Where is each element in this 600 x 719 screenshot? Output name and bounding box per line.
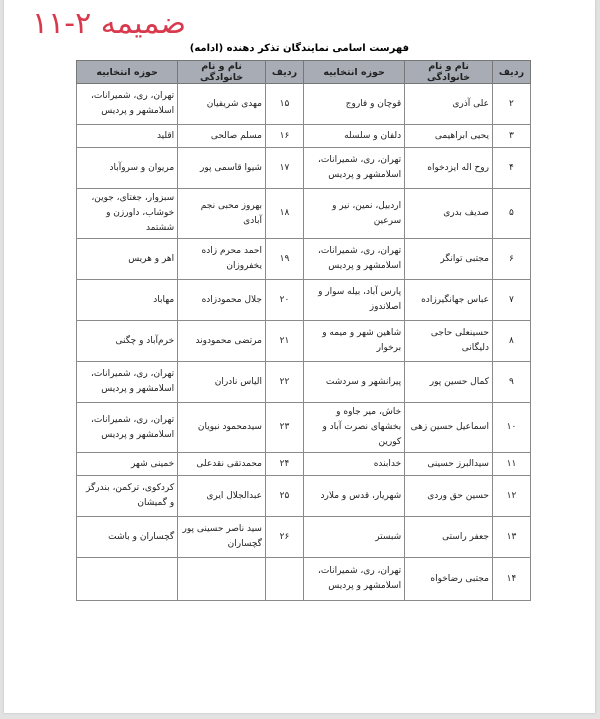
representative-name: مجتبی توانگر	[405, 239, 493, 280]
electoral-district: خرم‌آباد و چگنی	[77, 321, 178, 362]
electoral-district: شاهین شهر و میمه و برخوار	[304, 321, 405, 362]
representative-name: صدیف بدری	[405, 189, 493, 239]
representative-name: حسین حق وردی	[405, 476, 493, 517]
row-number: ۲۳	[265, 403, 303, 453]
electoral-district: اقلید	[77, 125, 178, 148]
electoral-district: تهران، ری، شمیرانات، اسلامشهر و پردیس	[304, 148, 405, 189]
table-row	[77, 84, 531, 125]
col-header-district: حوزه انتخابیه	[304, 61, 405, 84]
electoral-district: دلفان و سلسله	[304, 125, 405, 148]
row-number: ۱۲	[492, 476, 530, 517]
representative-name: حسینعلی حاجی دلیگانی	[405, 321, 493, 362]
row-number: ۸	[492, 321, 530, 362]
representative-name: مرتضی محمودوند	[178, 321, 266, 362]
col-header-name-2: نام و نام خانوادگی	[178, 61, 266, 84]
row-number: ۱۰	[492, 403, 530, 453]
document-page	[4, 0, 595, 713]
electoral-district: تهران، ری، شمیرانات، اسلامشهر و پردیس	[77, 84, 178, 125]
row-number: ۲۰	[265, 280, 303, 321]
annex-title: ضمیمه ۲-۱۱	[32, 6, 187, 41]
table-row	[77, 362, 531, 403]
col-header-district-2: حوزه انتخابیه	[77, 61, 178, 84]
row-number: ۱۹	[265, 239, 303, 280]
representative-name: شیوا قاسمی پور	[178, 148, 266, 189]
row-number: ۱۵	[265, 84, 303, 125]
electoral-district: اردبیل، نمین، نیر و سرعین	[304, 189, 405, 239]
table-row	[77, 125, 531, 148]
representative-name: سیدمحمود نبویان	[178, 403, 266, 453]
electoral-district: مهاباد	[77, 280, 178, 321]
electoral-district: تهران، ری، شمیرانات، اسلامشهر و پردیس	[77, 362, 178, 403]
representative-name: روح اله ایزدخواه	[405, 148, 493, 189]
representative-name: جعفر راستی	[405, 517, 493, 558]
table-row	[77, 558, 531, 601]
row-number: ۱۶	[265, 125, 303, 148]
representative-name: کمال حسین پور	[405, 362, 493, 403]
col-header-name: نام و نام خانوادگی	[405, 61, 493, 84]
electoral-district: تهران، ری، شمیرانات، اسلامشهر و پردیس	[304, 558, 405, 601]
table-subtitle: فهرست اسامی نمایندگان تذکر دهنده (ادامه)	[189, 43, 409, 54]
representative-name: عباس جهانگیرزاده	[405, 280, 493, 321]
table-row	[77, 476, 531, 517]
representative-name: یحیی ابراهیمی	[405, 125, 493, 148]
table-row	[77, 280, 531, 321]
table-row	[77, 403, 531, 453]
electoral-district: تهران، ری، شمیرانات، اسلامشهر و پردیس	[304, 239, 405, 280]
electoral-district: پارس آباد، بیله سوار و اصلاندوز	[304, 280, 405, 321]
electoral-district: شهریار، قدس و ملارد	[304, 476, 405, 517]
electoral-district: کردکوی، ترکمن، بندرگز و گمیشان	[77, 476, 178, 517]
row-number: ۱۷	[265, 148, 303, 189]
row-number: ۵	[492, 189, 530, 239]
row-number: ۲۵	[265, 476, 303, 517]
representative-name: بهروز محبی نجم آبادی	[178, 189, 266, 239]
representative-name: محمدتقی نقدعلی	[178, 453, 266, 476]
electoral-district: تهران، ری، شمیرانات، اسلامشهر و پردیس	[77, 403, 178, 453]
representative-name: مهدی شریفیان	[178, 84, 266, 125]
table-row	[77, 453, 531, 476]
row-number: ۳	[492, 125, 530, 148]
representative-name: سیدالبرز حسینی	[405, 453, 493, 476]
row-number: ۴	[492, 148, 530, 189]
row-number	[265, 558, 303, 601]
electoral-district	[77, 558, 178, 601]
row-number: ۱۳	[492, 517, 530, 558]
row-number: ۲۴	[265, 453, 303, 476]
representative-name: جلال محمودزاده	[178, 280, 266, 321]
row-number: ۱۱	[492, 453, 530, 476]
electoral-district: شبستر	[304, 517, 405, 558]
electoral-district: سبزوار، جغتای، جوین، خوشاب، داورزن و ششتمد	[77, 189, 178, 239]
representative-name: علی آذری	[405, 84, 493, 125]
table-row	[77, 148, 531, 189]
electoral-district: اهر و هریس	[77, 239, 178, 280]
electoral-district: خدابنده	[304, 453, 405, 476]
representative-name	[178, 558, 266, 601]
electoral-district: پیرانشهر و سردشت	[304, 362, 405, 403]
table-row	[77, 517, 531, 558]
row-number: ۱۸	[265, 189, 303, 239]
electoral-district: گچساران و باشت	[77, 517, 178, 558]
col-header-row-num: ردیف	[492, 61, 530, 84]
representative-name: احمد محرم زاده یخفروزان	[178, 239, 266, 280]
row-number: ۲	[492, 84, 530, 125]
row-number: ۹	[492, 362, 530, 403]
row-number: ۲۶	[265, 517, 303, 558]
representative-name: سید ناصر حسینی پور گچساران	[178, 517, 266, 558]
table-row	[77, 189, 531, 239]
representative-name: الیاس نادران	[178, 362, 266, 403]
table-header-row	[77, 61, 531, 84]
electoral-district: خمینی شهر	[77, 453, 178, 476]
electoral-district: مریوان و سروآباد	[77, 148, 178, 189]
representatives-table	[76, 60, 531, 601]
electoral-district: قوچان و فاروج	[304, 84, 405, 125]
representative-name: اسماعیل حسین زهی	[405, 403, 493, 453]
row-number: ۶	[492, 239, 530, 280]
row-number: ۲۱	[265, 321, 303, 362]
representative-name: عبدالجلال ایری	[178, 476, 266, 517]
table-row	[77, 321, 531, 362]
row-number: ۲۲	[265, 362, 303, 403]
representative-name: مجتبی رضاخواه	[405, 558, 493, 601]
row-number: ۱۴	[492, 558, 530, 601]
row-number: ۷	[492, 280, 530, 321]
electoral-district: خاش، میر جاوه و بخشهای نصرت آباد و کورین	[304, 403, 405, 453]
col-header-row-num-2: ردیف	[265, 61, 303, 84]
table-row	[77, 239, 531, 280]
representative-name: مسلم صالحی	[178, 125, 266, 148]
